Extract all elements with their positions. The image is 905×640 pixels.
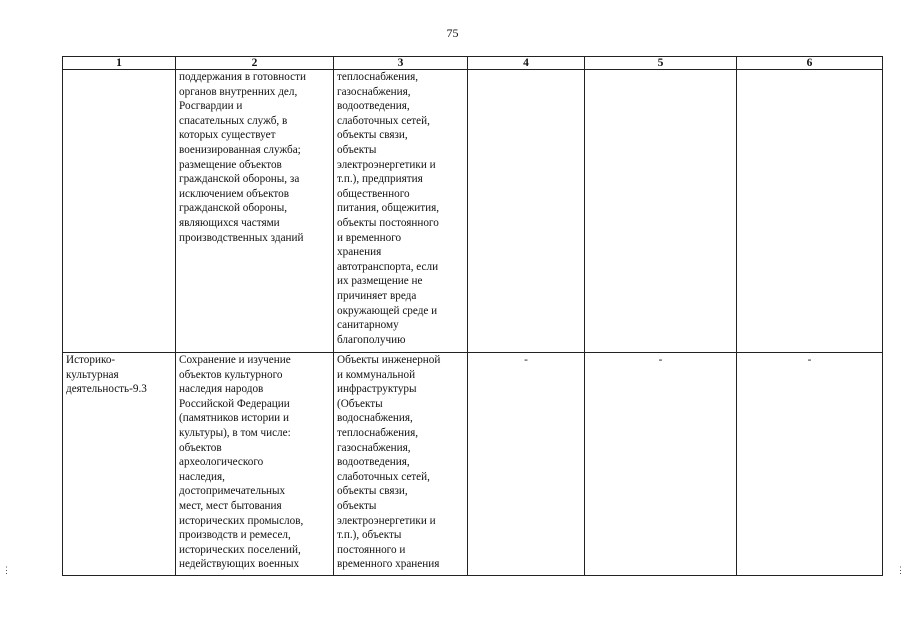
column-header-2: 2 — [176, 57, 334, 70]
column-header-5: 5 — [585, 57, 737, 70]
cell-col-5: - — [585, 353, 737, 576]
table-row — [63, 353, 883, 576]
cell-use-description: поддержания в готовности органов внутренних дел, Росгвардии и спасательных служб, в которых существует военизированная служба; размещение объектов гражданской обороны, за исключением объектов гражданской обороны, являющихся частями производственных зданий — [176, 70, 334, 353]
scan-edge-mark-right: ⋮ — [896, 565, 905, 575]
scan-edge-mark-left: ⋮ — [2, 565, 11, 575]
column-header-4: 4 — [468, 57, 585, 70]
cell-col-4: - — [468, 353, 585, 576]
cell-use-type — [63, 70, 176, 353]
cell-auxiliary-uses: теплоснабжения, газоснабжения, водоотведения, слаботочных сетей, объекты связи, объекты электроэнергетики и т.п.), предприятия общественного питания, общежития, объекты постоянного и временного хранения автотранспорта, если их размещение не причиняет вреда окружающей среде и санитарному благополучию — [334, 70, 468, 353]
cell-col-6: - — [737, 353, 883, 576]
column-header-6: 6 — [737, 57, 883, 70]
cell-use-description: Сохранение и изучение объектов культурного наследия народов Российской Федерации (памятников истории и культуры), в том числе: объектов археологического наследия, достопримечательных мест, мест бытования исторических промыслов, производств и ремесел, исторических поселений, недействующих военных — [176, 353, 334, 576]
column-header-3: 3 — [334, 57, 468, 70]
cell-col-4 — [468, 70, 585, 353]
cell-use-type: Историко- культурная деятельность-9.3 — [63, 353, 176, 576]
cell-auxiliary-uses: Объекты инженерной и коммунальной инфраструктуры (Объекты водоснабжения, теплоснабжения, газоснабжения, водоотведения, слаботочных сетей, объекты связи, объекты электроэнергетики и т.п.), объекты постоянного и временного хранения — [334, 353, 468, 576]
table-header-row — [63, 57, 883, 70]
column-header-1: 1 — [63, 57, 176, 70]
land-use-table — [62, 56, 883, 576]
table-row — [63, 70, 883, 353]
cell-col-5 — [585, 70, 737, 353]
page-number: 75 — [446, 26, 459, 40]
cell-col-6 — [737, 70, 883, 353]
